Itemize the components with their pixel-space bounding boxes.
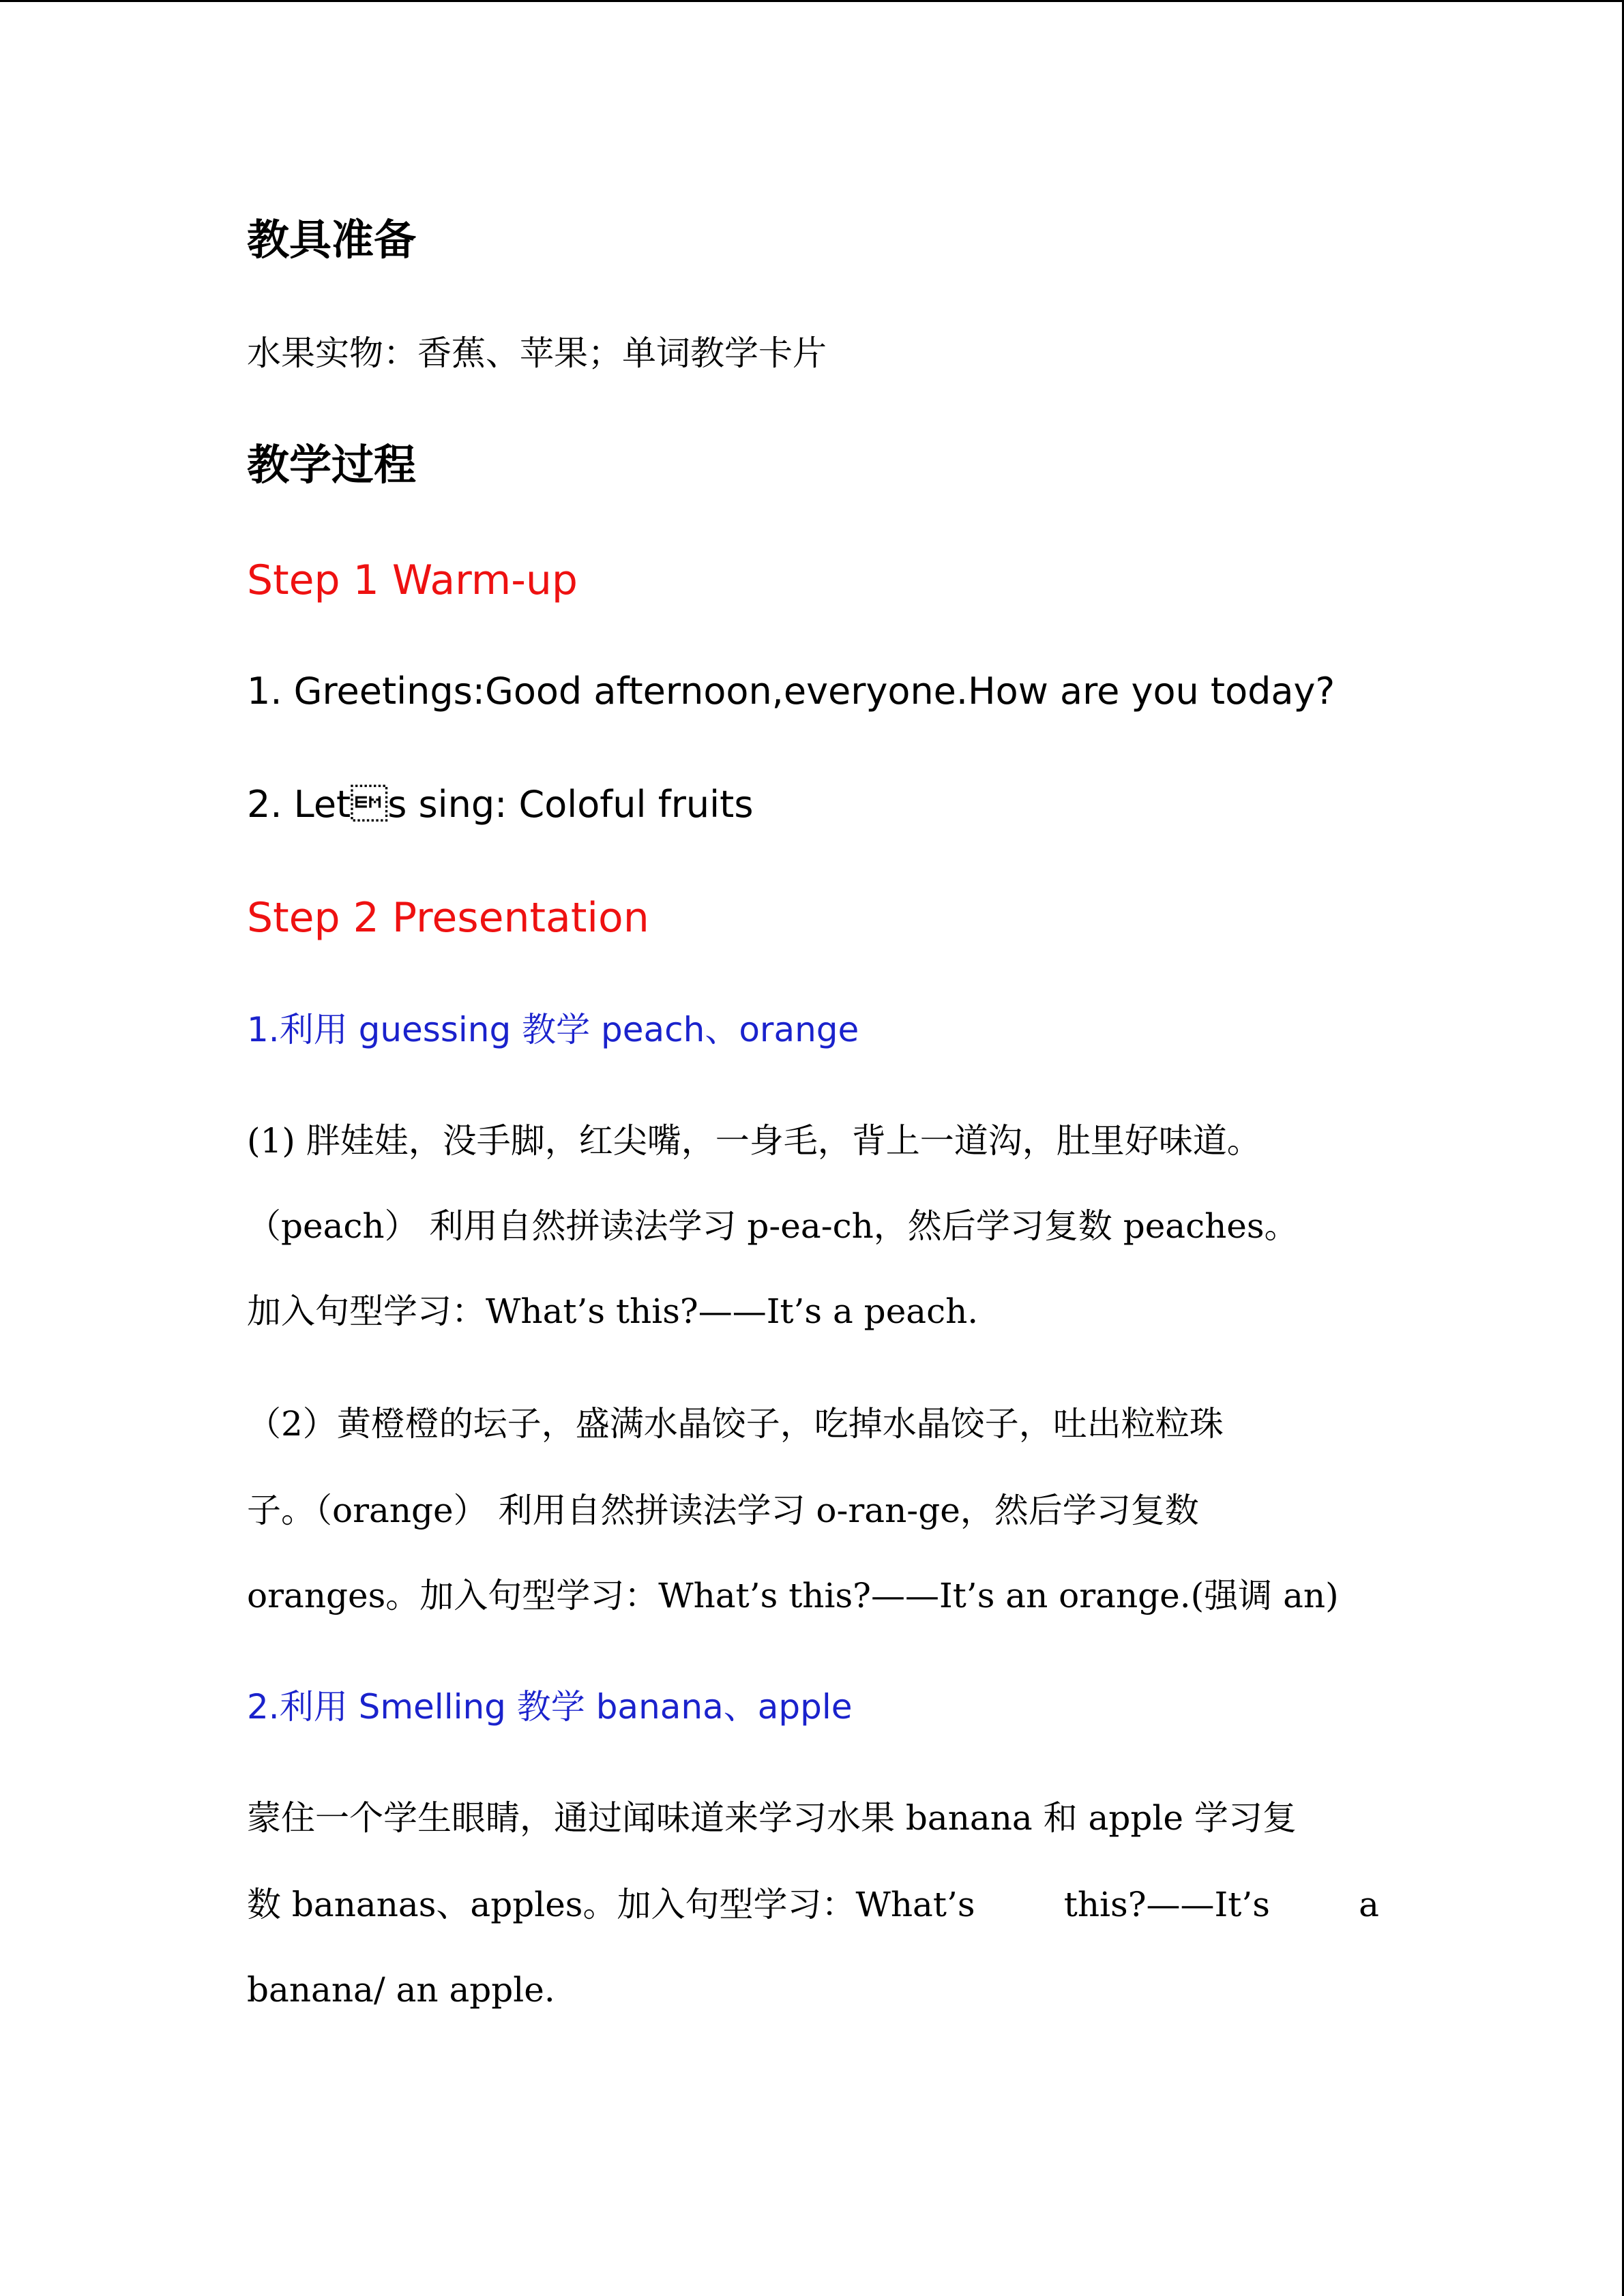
riddle-orange-line1: （2）黄橙橙的坛子，盛满水晶饺子，吃掉水晶饺子，吐出粒粒珠	[247, 1404, 1224, 1444]
step2-subheading-smelling: 2.利用 Smelling 教学 banana、apple	[247, 1687, 853, 1727]
smelling-line2	[247, 1885, 1379, 1924]
step1-item-song: 2. Lets sing: Coloful fruits	[247, 783, 754, 826]
riddle-orange-line3: oranges。加入句型学习：What’s this?——It’s an orange.(强调 an)	[247, 1576, 1339, 1615]
riddle-peach-line1: (1) 胖娃娃，没手脚，红尖嘴，一身毛，背上一道沟，肚里好味道。	[247, 1121, 1261, 1161]
smelling-line2-part3: a	[1359, 1885, 1379, 1924]
smelling-line1: 蒙住一个学生眼睛，通过闻味道来学习水果 banana 和 apple 学习复	[247, 1798, 1297, 1838]
riddle-peach-line2: （peach） 利用自然拼读法学习 p-ea-ch，然后学习复数 peaches。	[247, 1206, 1299, 1246]
step2-subheading-guessing: 1.利用 guessing 教学 peach、orange	[247, 1010, 859, 1049]
riddle-peach-line3: 加入句型学习：What’s this?——It’s a peach.	[247, 1292, 979, 1331]
materials-text: 水果实物：香蕉、苹果；单词教学卡片	[247, 333, 827, 373]
process-heading: 教学过程	[247, 440, 417, 490]
riddle-orange-line2: 子。（orange） 利用自然拼读法学习 o-ran-ge，然后学习复数	[247, 1491, 1199, 1530]
smelling-line2-part2: this?——It’s	[1063, 1885, 1270, 1924]
materials-heading: 教具准备	[247, 215, 417, 265]
step1-title: Step 1 Warm-up	[247, 556, 578, 604]
step2-title: Step 2 Presentation	[247, 894, 649, 942]
smelling-line2-part1: 数 bananas、apples。加入句型学习：What’s	[247, 1885, 975, 1924]
smelling-line3: banana/ an apple.	[247, 1970, 555, 2010]
step1-item-greetings: 1. Greetings:Good afternoon,everyone.How are you today?	[247, 670, 1335, 713]
